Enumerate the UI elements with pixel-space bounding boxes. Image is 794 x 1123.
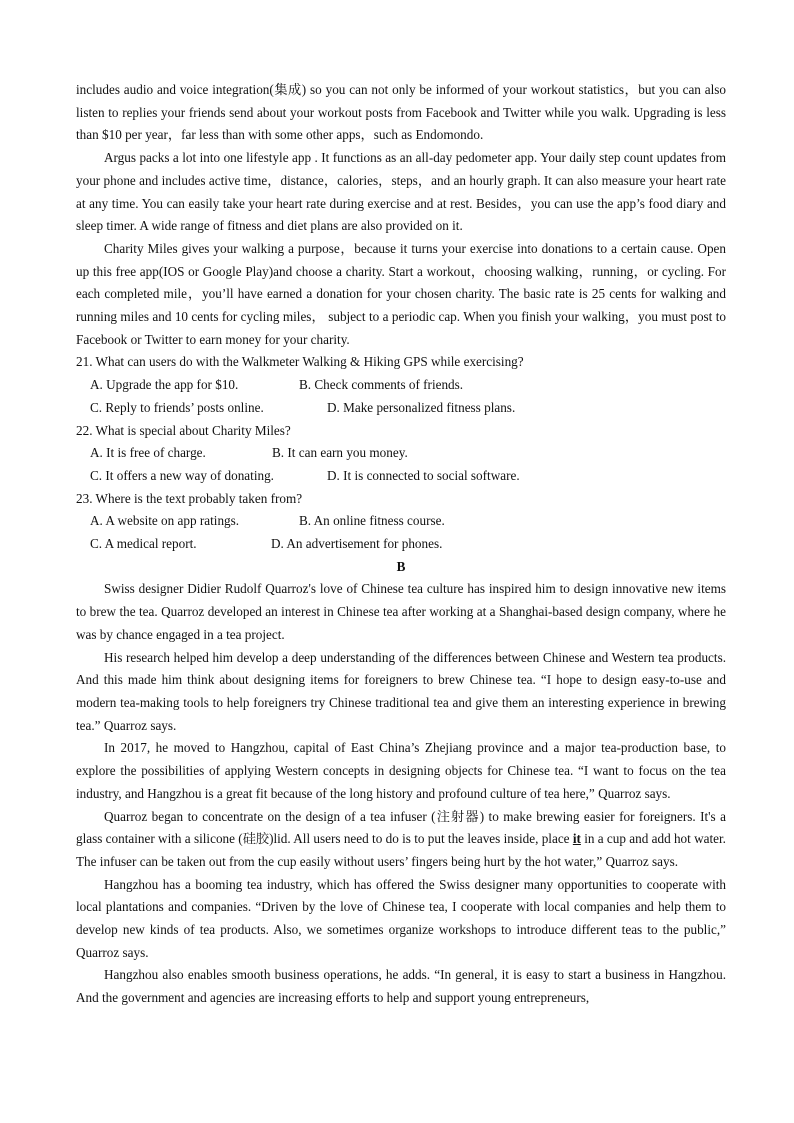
document-page [76, 79, 726, 1010]
underlined-word-it: it [572, 831, 581, 847]
paragraph-research: His research helped him develop a deep understanding of the differences between Chinese and Western tea products. And this made him think about designing items for foreigners to brew Chinese tea. “I hope to design easy-to-use and modern tea-making tools to help foreigners try Chinese traditional tea and give them an interesting experience in brewing tea.” Quarroz says. [76, 649, 726, 733]
option-c: C. A medical report. [90, 536, 197, 552]
question-22 [76, 420, 726, 488]
paragraph-business: Hangzhou also enables smooth business operations, he adds. “In general, it is easy to start a business in Hangzhou. And the government and agencies are increasing efforts to help and support young entrepreneurs, [76, 967, 726, 1006]
paragraph-tea-infuser [76, 806, 726, 874]
question-stem: 23. Where is the text probably taken from? [76, 490, 303, 506]
paragraph-tea-industry: Hangzhou has a booming tea industry, which has offered the Swiss designer many opportunities to cooperate with local plantations and companies. “Driven by the love of Chinese tea, I cooperate with local companies and help them to develop new kinds of tea products. Also, we sometimes organize workshops to introduce different teas to the public,” Quarroz says. [76, 876, 726, 960]
option-a: A. A website on app ratings. [90, 513, 240, 529]
option-b: B. It can earn you money. [272, 445, 408, 461]
options-row [76, 397, 726, 420]
paragraph-argus: Argus packs a lot into one lifestyle app . It functions as an all-day pedometer app. Your daily step count updates from your phone and includes active time，distance，calories，steps，and an hourly graph. It can also measure your heart rate at any time. You can easily take your heart rate during exercise and at rest. Besides，you can use the app’s food diary and sleep timer. A wide range of fitness and diet plans are also provided on it. [76, 150, 726, 234]
options-row [76, 374, 726, 397]
option-c: C. It offers a new way of donating. [90, 467, 274, 483]
paragraph-quarroz-intro: Swiss designer Didier Rudolf Quarroz's love of Chinese tea culture has inspired him to design innovative new items to brew the tea. Quarroz developed an interest in Chinese tea after working at a Shanghai-based design company, where he was by chance engaged in a tea project. [76, 581, 726, 642]
option-c: C. Reply to friends’ posts online. [90, 399, 264, 415]
question-21 [76, 351, 726, 419]
infuser-text-before: Quarroz began to concentrate on the design of a tea infuser (注射器) to make brewing easier for foreigners. It's a glass container with a silicone (硅胶)lid. All users need to do is to put the leaves inside, place [76, 808, 726, 847]
option-d: D. It is connected to social software. [327, 467, 520, 483]
paragraph-walkmeter-continued: includes audio and voice integration(集成) so you can not only be informed of your workout statistics，but you can also listen to replies your friends send about your workout posts from Facebook and Twitter while you walk. Upgrading is less than $10 per year，far less than with some other apps，such as Endomondo. [76, 82, 726, 143]
option-b: B. Check comments of friends. [299, 377, 464, 393]
paragraph-charity-miles: Charity Miles gives your walking a purpose，because it turns your exercise into donations to a certain cause. Open up this free app(IOS or Google Play)and choose a charity. Start a workout，choosing walking，running，or cycling. For each completed mile，you’ll have earned a donation for your chosen charity. The basic rate is 25 cents for walking and running miles and 10 cents for cycling miles， subject to a periodic cap. When you finish your walking，you must post to Facebook or Twitter to earn money for your charity. [76, 240, 726, 347]
options-row [76, 465, 726, 488]
options-row [76, 442, 726, 465]
section-heading-b: B [396, 558, 406, 574]
option-a: A. It is free of charge. [90, 445, 206, 461]
question-stem: 21. What can users do with the Walkmeter Walking & Hiking GPS while exercising? [76, 354, 524, 370]
options-row [76, 533, 726, 556]
infuser-text-after: in a cup and add hot water. The infuser can be taken out from the cup easily without users’ fingers being hurt by the hot water,” Quarroz says. [76, 831, 726, 869]
option-a: A. Upgrade the app for $10. [90, 377, 239, 393]
option-d: D. An advertisement for phones. [271, 536, 443, 552]
question-23 [76, 488, 726, 556]
paragraph-hangzhou-move: In 2017, he moved to Hangzhou, capital of East China’s Zhejiang province and a major tea-production base, to explore the possibilities of applying Western concepts in designing objects for Chinese tea. “I want to focus on the tea industry, and Hangzhou is a great fit because of the long history and profound culture of tea here,” Quarroz says. [76, 740, 726, 801]
option-d: D. Make personalized fitness plans. [327, 399, 516, 415]
options-row [76, 510, 726, 533]
question-stem: 22. What is special about Charity Miles? [76, 422, 291, 438]
option-b: B. An online fitness course. [299, 513, 445, 529]
